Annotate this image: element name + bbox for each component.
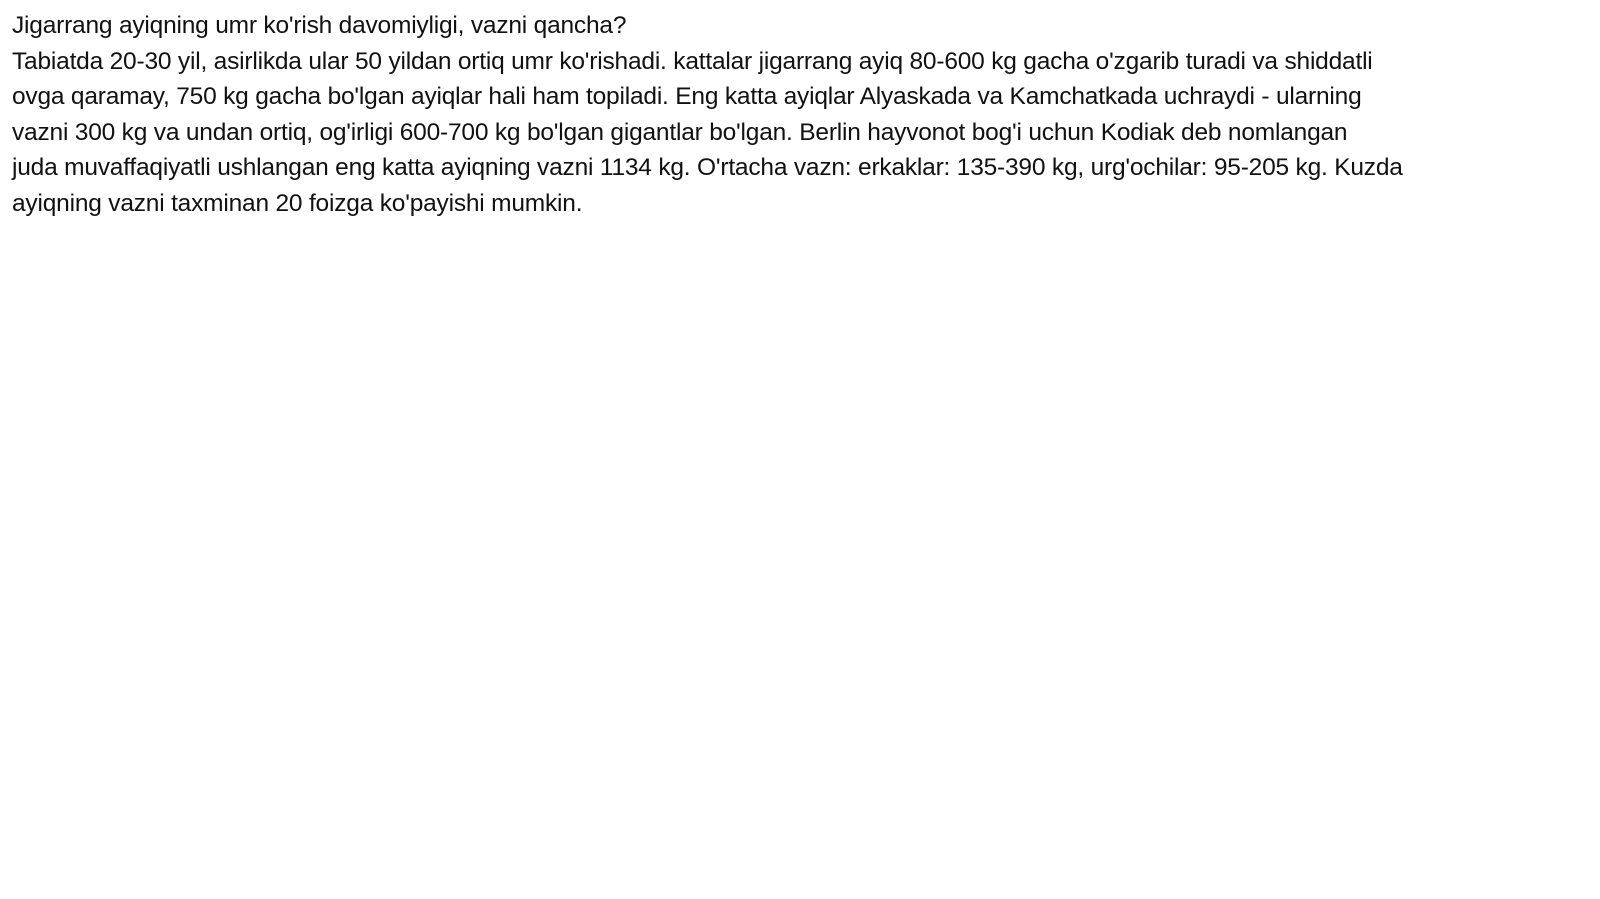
body-line-3: vazni 300 kg va undan ortiq, og'irligi 600-700 kg bo'lgan gigantlar bo'lgan. Berlin hayvonot bog'i uchun Kodiak deb nomlangan [12, 118, 1348, 146]
slide-heading: Jigarrang ayiqning umr ko'rish davomiyligi, vazni qancha? [12, 12, 627, 39]
slide-text-box [12, 8, 1592, 221]
body-line-2: ovga qaramay, 750 kg gacha bo'lgan ayiqlar hali ham topiladi. Eng katta ayiqlar Alyaskada va Kamchatkada uchraydi - ularning [12, 83, 1362, 110]
body-line-1: Tabiatda 20-30 yil, asirlikda ular 50 yildan ortiq umr ko'rishadi. kattalar jigarrang ayiq 80-600 kg gacha o'zgarib turadi va shiddatli [12, 47, 1373, 75]
body-line-5: ayiqning vazni taxminan 20 foizga ko'payishi mumkin. [12, 189, 583, 217]
body-line-4: juda muvaffaqiyatli ushlangan eng katta ayiqning vazni 1134 kg. O'rtacha vazn: erkaklar: 135-390 kg, urg'ochilar: 95-205 kg. Kuzda [12, 154, 1403, 181]
